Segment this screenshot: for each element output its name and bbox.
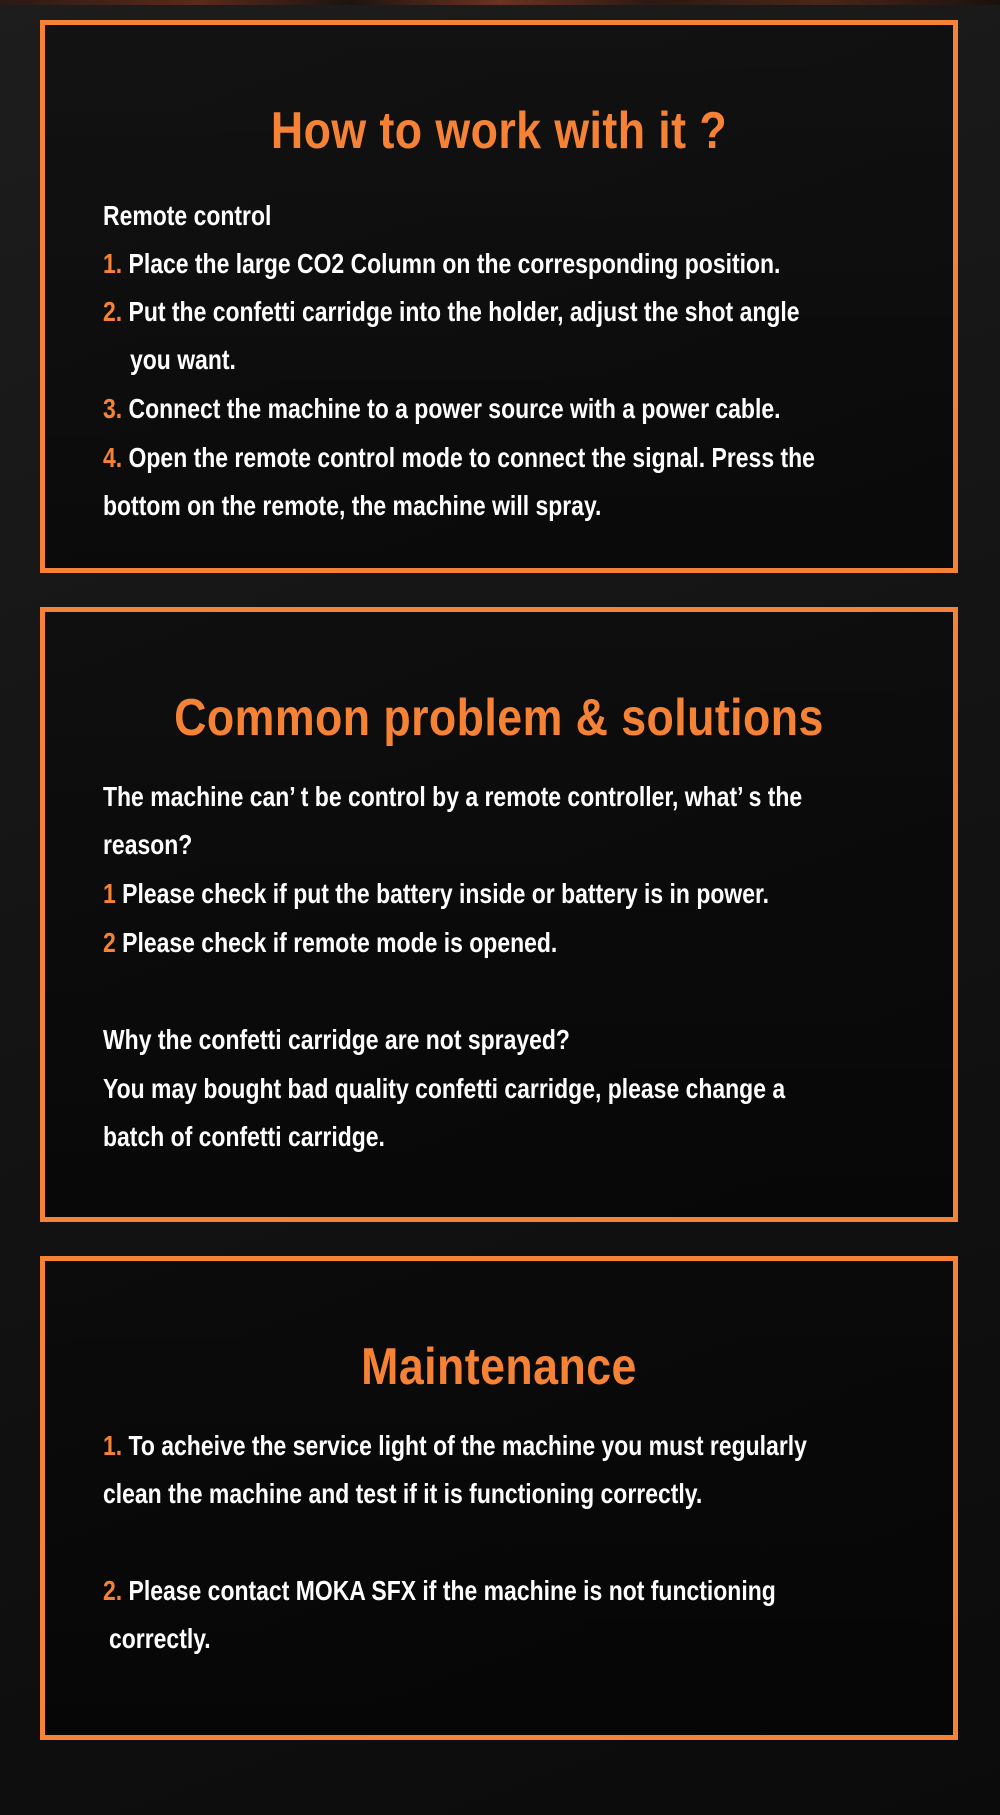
step-number: 2.	[103, 296, 123, 327]
step-text: Open the remote control mode to connect the signal. Press the	[128, 442, 815, 473]
maintenance-title: Maintenance	[361, 1338, 637, 1396]
question-1-line-2: reason?	[103, 829, 193, 860]
question-1-line-1: The machine can’ t be control by a remote controller, what’ s the	[103, 781, 803, 812]
answer-text: Please check if remote mode is opened.	[122, 927, 558, 958]
step-text: Place the large CO2 Column on the corresponding position.	[128, 248, 781, 279]
step-3	[103, 392, 780, 426]
step-text: Put the confetti carridge into the holder, adjust the shot angle	[128, 296, 800, 327]
answer-text: Please check if put the battery inside or battery is in power.	[122, 878, 770, 909]
how-to-title: How to work with it ?	[270, 102, 728, 160]
step-2	[103, 295, 800, 329]
top-image-strip	[0, 0, 1000, 5]
answer-q2-line-1: You may bought bad quality confetti carridge, please change a	[103, 1073, 786, 1104]
remote-control-subtitle: Remote control	[103, 200, 272, 231]
maintenance-panel	[40, 1256, 958, 1740]
step-2-continuation: you want.	[130, 344, 236, 375]
item-text: Please contact MOKA SFX if the machine is not functioning	[128, 1575, 776, 1606]
step-1	[103, 247, 780, 281]
step-number: 3.	[103, 393, 123, 424]
answer-q2-line-2: batch of confetti carridge.	[103, 1121, 385, 1152]
problems-title: Common problem & solutions	[174, 689, 824, 747]
maintenance-item-1	[103, 1429, 807, 1463]
how-to-panel	[40, 20, 958, 573]
step-number: 4.	[103, 442, 123, 473]
step-text: Connect the machine to a power source with a power cable.	[128, 393, 781, 424]
answer-number: 1	[103, 878, 116, 909]
step-number: 1.	[103, 248, 123, 279]
item-text: To acheive the service light of the machine you must regularly	[128, 1430, 807, 1461]
maintenance-item-2-continuation: correctly.	[109, 1623, 211, 1654]
question-2: Why the confetti carridge are not sprayed?	[103, 1024, 570, 1055]
maintenance-item-1-continuation: clean the machine and test if it is functioning correctly.	[103, 1478, 703, 1509]
step-4	[103, 441, 815, 475]
item-number: 2.	[103, 1575, 123, 1606]
step-4-continuation: bottom on the remote, the machine will spray.	[103, 490, 602, 521]
answer-2	[103, 926, 557, 960]
answer-1	[103, 877, 769, 911]
maintenance-item-2	[103, 1574, 776, 1608]
problems-panel	[40, 607, 958, 1222]
item-number: 1.	[103, 1430, 123, 1461]
answer-number: 2	[103, 927, 116, 958]
